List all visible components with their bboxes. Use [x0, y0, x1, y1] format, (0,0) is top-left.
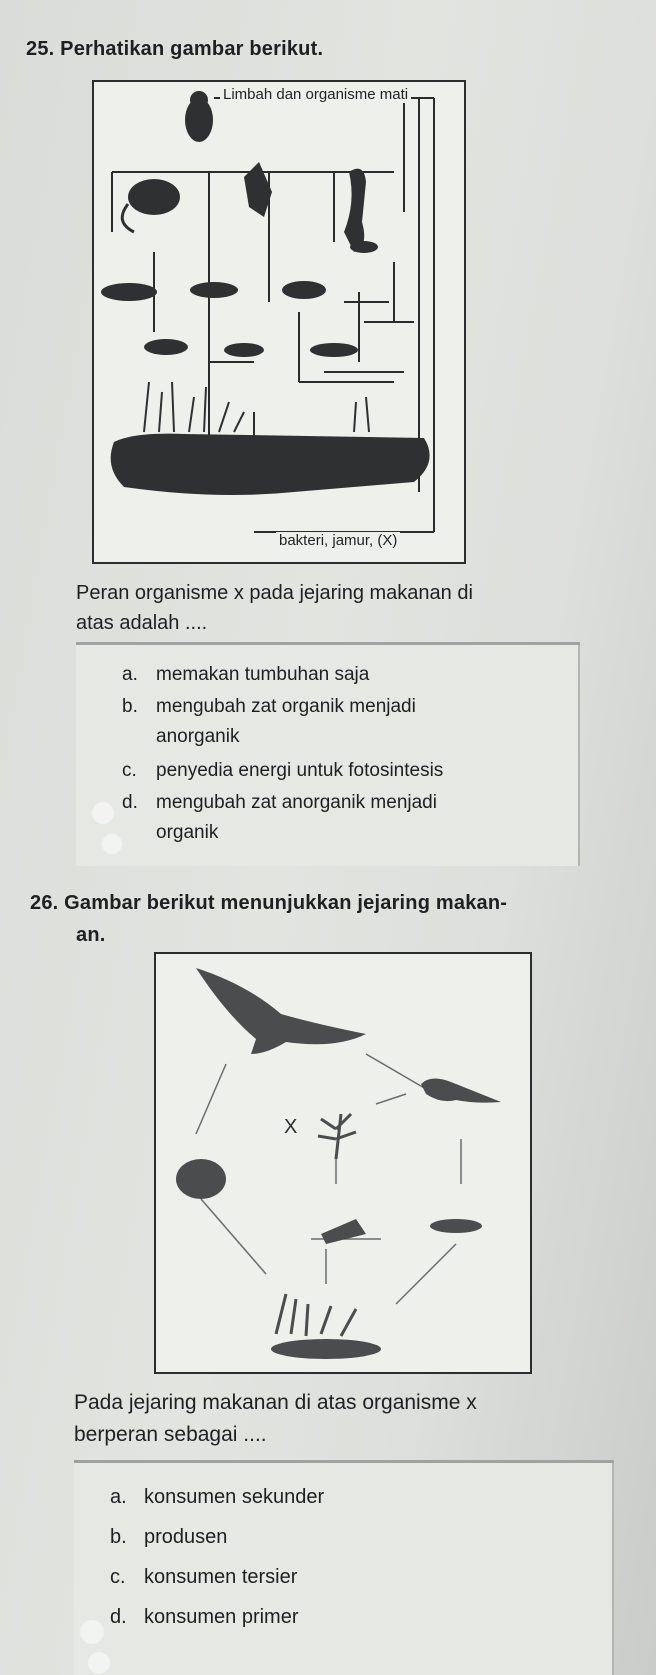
- q26-option-b-letter: b.: [110, 1526, 127, 1548]
- q25-option-c[interactable]: [122, 756, 443, 786]
- q25-option-c-text: penyedia energi untuk fotosintesis: [156, 760, 444, 781]
- q25-food-web-figure: [92, 80, 466, 564]
- q25-options-panel: [76, 642, 580, 866]
- q26-option-b[interactable]: [110, 1522, 227, 1552]
- q25-option-a-text: memakan tumbuhan saja: [156, 664, 370, 685]
- q25-food-web-diagram: [94, 82, 464, 562]
- q26-food-web-diagram: [156, 954, 530, 1372]
- q26-question-line-2: berperan sebagai ....: [74, 1423, 267, 1446]
- q26-option-d-letter: d.: [110, 1606, 127, 1628]
- q25-option-d[interactable]: [122, 788, 437, 848]
- q25-question-line-1: Peran organisme x pada jejaring makanan di: [76, 582, 473, 604]
- q26-option-c-text: konsumen tersier: [144, 1566, 298, 1588]
- q25-option-b-continuation: anorganik: [156, 726, 240, 747]
- q25-option-d-continuation: organik: [156, 822, 219, 843]
- q26-option-c[interactable]: [110, 1562, 297, 1592]
- q26-option-a-letter: a.: [110, 1486, 127, 1508]
- q26-heading-line-1: 26. Gambar berikut menunjukkan jejaring makan-: [30, 892, 508, 914]
- q26-option-b-text: produsen: [144, 1526, 228, 1548]
- q26-heading-line-2: an.: [76, 924, 106, 946]
- q25-option-d-text: mengubah zat anorganik menjadi: [156, 792, 437, 813]
- q25-option-b[interactable]: [122, 692, 416, 752]
- q26-question-line-1: Pada jejaring makanan di atas organisme x: [74, 1391, 477, 1414]
- decorative-dot: [88, 1652, 110, 1674]
- q25-option-c-letter: c.: [122, 760, 137, 781]
- q25-figure-label-top: Limbah dan organisme mati: [220, 86, 411, 103]
- q25-option-b-letter: b.: [122, 696, 138, 717]
- q26-option-c-letter: c.: [110, 1566, 126, 1588]
- q25-figure-label-bottom: bakteri, jamur, (X): [276, 532, 400, 549]
- q26-food-web-figure: [154, 952, 532, 1374]
- q25-option-a[interactable]: [122, 660, 369, 690]
- q25-option-d-letter: d.: [122, 792, 138, 813]
- decorative-dot: [102, 834, 122, 854]
- q26-options-panel: [74, 1460, 614, 1675]
- q26-option-d[interactable]: [110, 1602, 299, 1632]
- q25-option-b-text: mengubah zat organik menjadi: [156, 696, 416, 717]
- q26-figure-x-label: X: [284, 1116, 298, 1138]
- q25-question-line-2: atas adalah ....: [76, 612, 208, 634]
- q25-heading: 25. Perhatikan gambar berikut.: [26, 38, 324, 60]
- q26-option-d-text: konsumen primer: [144, 1606, 299, 1628]
- q26-option-a-text: konsumen sekunder: [144, 1486, 325, 1508]
- decorative-dot: [92, 802, 114, 824]
- q25-option-a-letter: a.: [122, 664, 138, 685]
- decorative-dot: [80, 1620, 104, 1644]
- q26-option-a[interactable]: [110, 1482, 324, 1512]
